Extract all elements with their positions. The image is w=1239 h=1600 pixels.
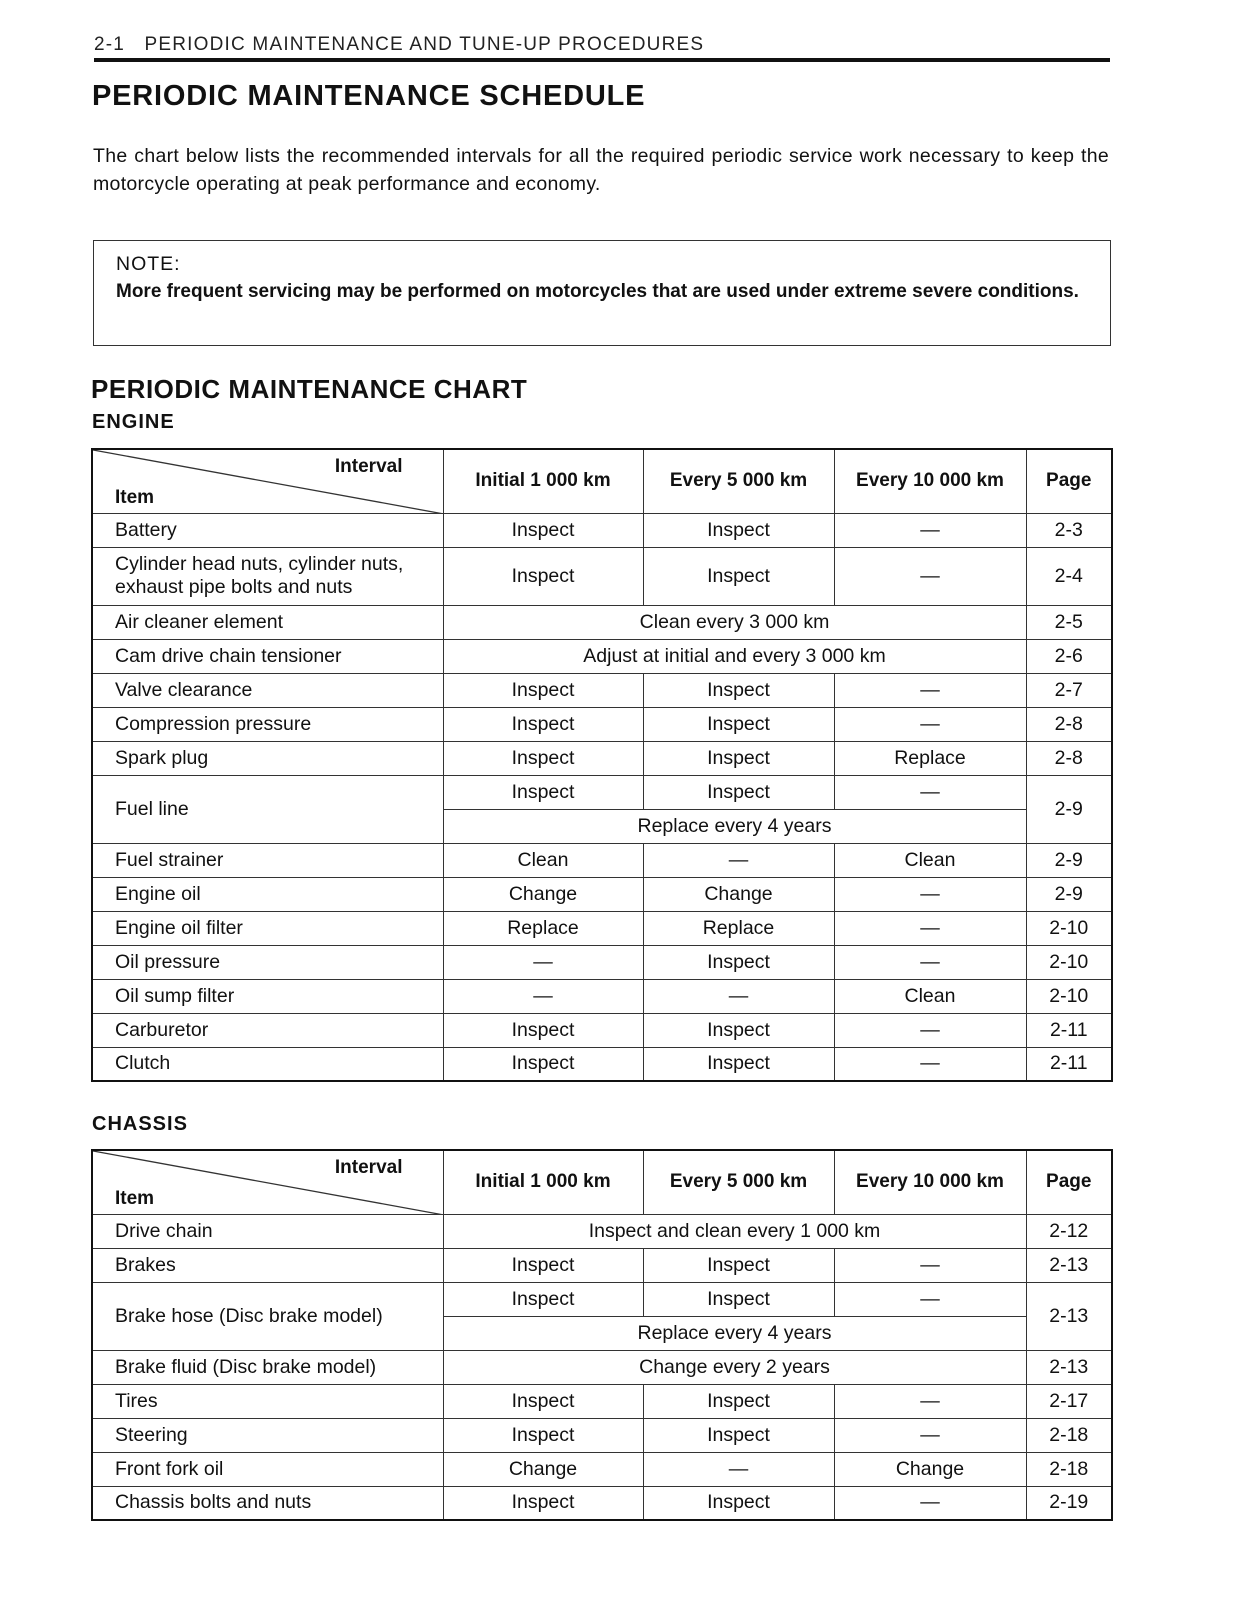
table-row — [92, 1214, 1112, 1248]
table-row — [92, 707, 1112, 741]
chassis-table-body — [92, 1214, 1112, 1520]
row-page: 2-7 — [1026, 673, 1112, 707]
header-interval: Interval — [334, 456, 403, 477]
row-page: 2-11 — [1026, 1047, 1112, 1081]
table-row — [92, 673, 1112, 707]
header-page: Page — [1026, 449, 1112, 513]
note-text: More frequent servicing may be performed on motorcycles that are used under extreme severe conditions. — [116, 281, 1079, 302]
table-row — [92, 775, 1112, 809]
chassis-section-label: CHASSIS — [92, 1113, 188, 1135]
row-page: 2-10 — [1026, 945, 1112, 979]
row-every-5000: — — [643, 843, 834, 877]
row-every-5000: — — [643, 979, 834, 1013]
row-initial: Replace — [443, 911, 643, 945]
row-every-10000: — — [834, 911, 1026, 945]
row-item: Cam drive chain tensioner — [92, 639, 443, 673]
row-page: 2-11 — [1026, 1013, 1112, 1047]
chart-title: PERIODIC MAINTENANCE CHART — [91, 374, 528, 404]
row-item: Front fork oil — [92, 1452, 443, 1486]
row-item: Clutch — [92, 1047, 443, 1081]
row-item: Oil pressure — [92, 945, 443, 979]
table-row — [92, 979, 1112, 1013]
row-initial: Change — [443, 877, 643, 911]
running-header — [94, 34, 1110, 56]
header-initial: Initial 1 000 km — [443, 449, 643, 513]
row-every-10000: — — [834, 1047, 1026, 1081]
header-item: Item — [115, 486, 155, 508]
row-initial: Change — [443, 1452, 643, 1486]
engine-section-label: ENGINE — [92, 411, 175, 433]
row-initial: Inspect — [443, 1047, 643, 1081]
row-page: 2-8 — [1026, 741, 1112, 775]
row-every-10000: — — [834, 1013, 1026, 1047]
header-page-number: 2-1 — [94, 34, 126, 55]
row-every-5000: Inspect — [643, 707, 834, 741]
row-page: 2-8 — [1026, 707, 1112, 741]
row-every-10000: — — [834, 877, 1026, 911]
table-row — [92, 1418, 1112, 1452]
table-row — [92, 1282, 1112, 1316]
row-initial: Inspect — [443, 775, 643, 809]
page-title: PERIODIC MAINTENANCE SCHEDULE — [92, 80, 646, 112]
row-every-5000: Inspect — [643, 775, 834, 809]
header-item: Item — [115, 1187, 155, 1209]
table-row — [92, 843, 1112, 877]
row-page: 2-10 — [1026, 911, 1112, 945]
row-page: 2-13 — [1026, 1282, 1112, 1350]
row-item: Fuel strainer — [92, 843, 443, 877]
row-extra-span: Replace every 4 years — [443, 809, 1026, 843]
row-initial: Inspect — [443, 741, 643, 775]
row-page: 2-4 — [1026, 547, 1112, 605]
row-every-5000: Inspect — [643, 1248, 834, 1282]
header-running-title: PERIODIC MAINTENANCE AND TUNE-UP PROCEDURES — [144, 34, 705, 55]
header-interval: Interval — [334, 1157, 403, 1178]
row-item: Cylinder head nuts, cylinder nuts, exhaust pipe bolts and nuts — [92, 547, 443, 605]
row-item: Tires — [92, 1384, 443, 1418]
row-item: Drive chain — [92, 1214, 443, 1248]
row-item: Brake hose (Disc brake model) — [92, 1282, 443, 1350]
row-item: Compression pressure — [92, 707, 443, 741]
row-page: 2-9 — [1026, 877, 1112, 911]
row-span-value: Adjust at initial and every 3 000 km — [443, 639, 1026, 673]
row-item: Chassis bolts and nuts — [92, 1486, 443, 1520]
row-item: Steering — [92, 1418, 443, 1452]
row-every-10000: Replace — [834, 741, 1026, 775]
header-rule — [94, 58, 1110, 62]
row-every-10000: Change — [834, 1452, 1026, 1486]
row-every-10000: — — [834, 1418, 1026, 1452]
row-item: Engine oil — [92, 877, 443, 911]
row-every-10000: — — [834, 513, 1026, 547]
header-every-10000: Every 10 000 km — [834, 449, 1026, 513]
table-row — [92, 605, 1112, 639]
row-initial: Inspect — [443, 1418, 643, 1452]
row-page: 2-3 — [1026, 513, 1112, 547]
engine-maintenance-table — [91, 448, 1113, 1082]
row-every-10000: — — [834, 945, 1026, 979]
row-initial: Inspect — [443, 1486, 643, 1520]
row-page: 2-6 — [1026, 639, 1112, 673]
engine-table-body — [92, 513, 1112, 1081]
table-row — [92, 1384, 1112, 1418]
note-label: NOTE: — [116, 253, 181, 275]
table-row — [92, 741, 1112, 775]
header-every-5000: Every 5 000 km — [643, 449, 834, 513]
row-every-10000: — — [834, 1282, 1026, 1316]
header-every-10000: Every 10 000 km — [834, 1150, 1026, 1214]
header-page: Page — [1026, 1150, 1112, 1214]
row-item: Spark plug — [92, 741, 443, 775]
row-every-10000: — — [834, 707, 1026, 741]
row-initial: Inspect — [443, 707, 643, 741]
table-row — [92, 513, 1112, 547]
row-span-value: Clean every 3 000 km — [443, 605, 1026, 639]
row-initial: Inspect — [443, 547, 643, 605]
row-page: 2-17 — [1026, 1384, 1112, 1418]
table-row — [92, 1350, 1112, 1384]
row-initial: Inspect — [443, 513, 643, 547]
row-initial: Inspect — [443, 1384, 643, 1418]
row-span-value: Inspect and clean every 1 000 km — [443, 1214, 1026, 1248]
row-item: Carburetor — [92, 1013, 443, 1047]
row-initial: Inspect — [443, 1248, 643, 1282]
row-every-5000: Inspect — [643, 945, 834, 979]
table-header-row — [92, 1150, 1112, 1214]
row-every-5000: Change — [643, 877, 834, 911]
row-item: Brake fluid (Disc brake model) — [92, 1350, 443, 1384]
table-row — [92, 945, 1112, 979]
row-every-10000: — — [834, 775, 1026, 809]
row-initial: Inspect — [443, 1013, 643, 1047]
row-item: Engine oil filter — [92, 911, 443, 945]
table-header-row — [92, 449, 1112, 513]
row-page: 2-13 — [1026, 1350, 1112, 1384]
row-initial: Inspect — [443, 673, 643, 707]
row-initial: — — [443, 945, 643, 979]
row-every-5000: Inspect — [643, 1418, 834, 1452]
table-row — [92, 1013, 1112, 1047]
row-page: 2-5 — [1026, 605, 1112, 639]
row-item: Valve clearance — [92, 673, 443, 707]
row-every-10000: — — [834, 1248, 1026, 1282]
note-box — [93, 240, 1111, 346]
table-row — [92, 1452, 1112, 1486]
row-item: Air cleaner element — [92, 605, 443, 639]
row-page: 2-9 — [1026, 843, 1112, 877]
row-initial: Clean — [443, 843, 643, 877]
header-initial: Initial 1 000 km — [443, 1150, 643, 1214]
row-span-value: Change every 2 years — [443, 1350, 1026, 1384]
row-extra-span: Replace every 4 years — [443, 1316, 1026, 1350]
intro-paragraph: The chart below lists the recommended intervals for all the required periodic service work necessary to keep the motorcycle operating at peak performance and economy. — [93, 145, 1109, 195]
row-initial: Inspect — [443, 1282, 643, 1316]
row-every-10000: Clean — [834, 979, 1026, 1013]
table-row — [92, 1047, 1112, 1081]
row-every-5000: Inspect — [643, 741, 834, 775]
row-every-5000: Inspect — [643, 1047, 834, 1081]
row-every-5000: Replace — [643, 911, 834, 945]
row-every-10000: — — [834, 673, 1026, 707]
row-every-5000: Inspect — [643, 1384, 834, 1418]
table-row — [92, 547, 1112, 605]
row-every-5000: Inspect — [643, 673, 834, 707]
table-row — [92, 639, 1112, 673]
row-every-5000: — — [643, 1452, 834, 1486]
table-row — [92, 911, 1112, 945]
row-every-10000: — — [834, 1486, 1026, 1520]
row-page: 2-9 — [1026, 775, 1112, 843]
row-page: 2-18 — [1026, 1452, 1112, 1486]
header-corner-cell — [92, 449, 443, 513]
row-every-5000: Inspect — [643, 1282, 834, 1316]
row-every-5000: Inspect — [643, 547, 834, 605]
row-page: 2-13 — [1026, 1248, 1112, 1282]
table-row — [92, 877, 1112, 911]
row-every-10000: Clean — [834, 843, 1026, 877]
row-item: Battery — [92, 513, 443, 547]
row-every-5000: Inspect — [643, 513, 834, 547]
table-row — [92, 1248, 1112, 1282]
row-page: 2-10 — [1026, 979, 1112, 1013]
row-every-10000: — — [834, 1384, 1026, 1418]
row-every-10000: — — [834, 547, 1026, 605]
row-every-5000: Inspect — [643, 1486, 834, 1520]
row-every-5000: Inspect — [643, 1013, 834, 1047]
header-corner-cell — [92, 1150, 443, 1214]
row-page: 2-18 — [1026, 1418, 1112, 1452]
chassis-maintenance-table — [91, 1149, 1113, 1521]
row-item: Fuel line — [92, 775, 443, 843]
row-page: 2-12 — [1026, 1214, 1112, 1248]
row-item: Brakes — [92, 1248, 443, 1282]
table-row — [92, 1486, 1112, 1520]
row-initial: — — [443, 979, 643, 1013]
header-every-5000: Every 5 000 km — [643, 1150, 834, 1214]
row-item: Oil sump filter — [92, 979, 443, 1013]
row-page: 2-19 — [1026, 1486, 1112, 1520]
